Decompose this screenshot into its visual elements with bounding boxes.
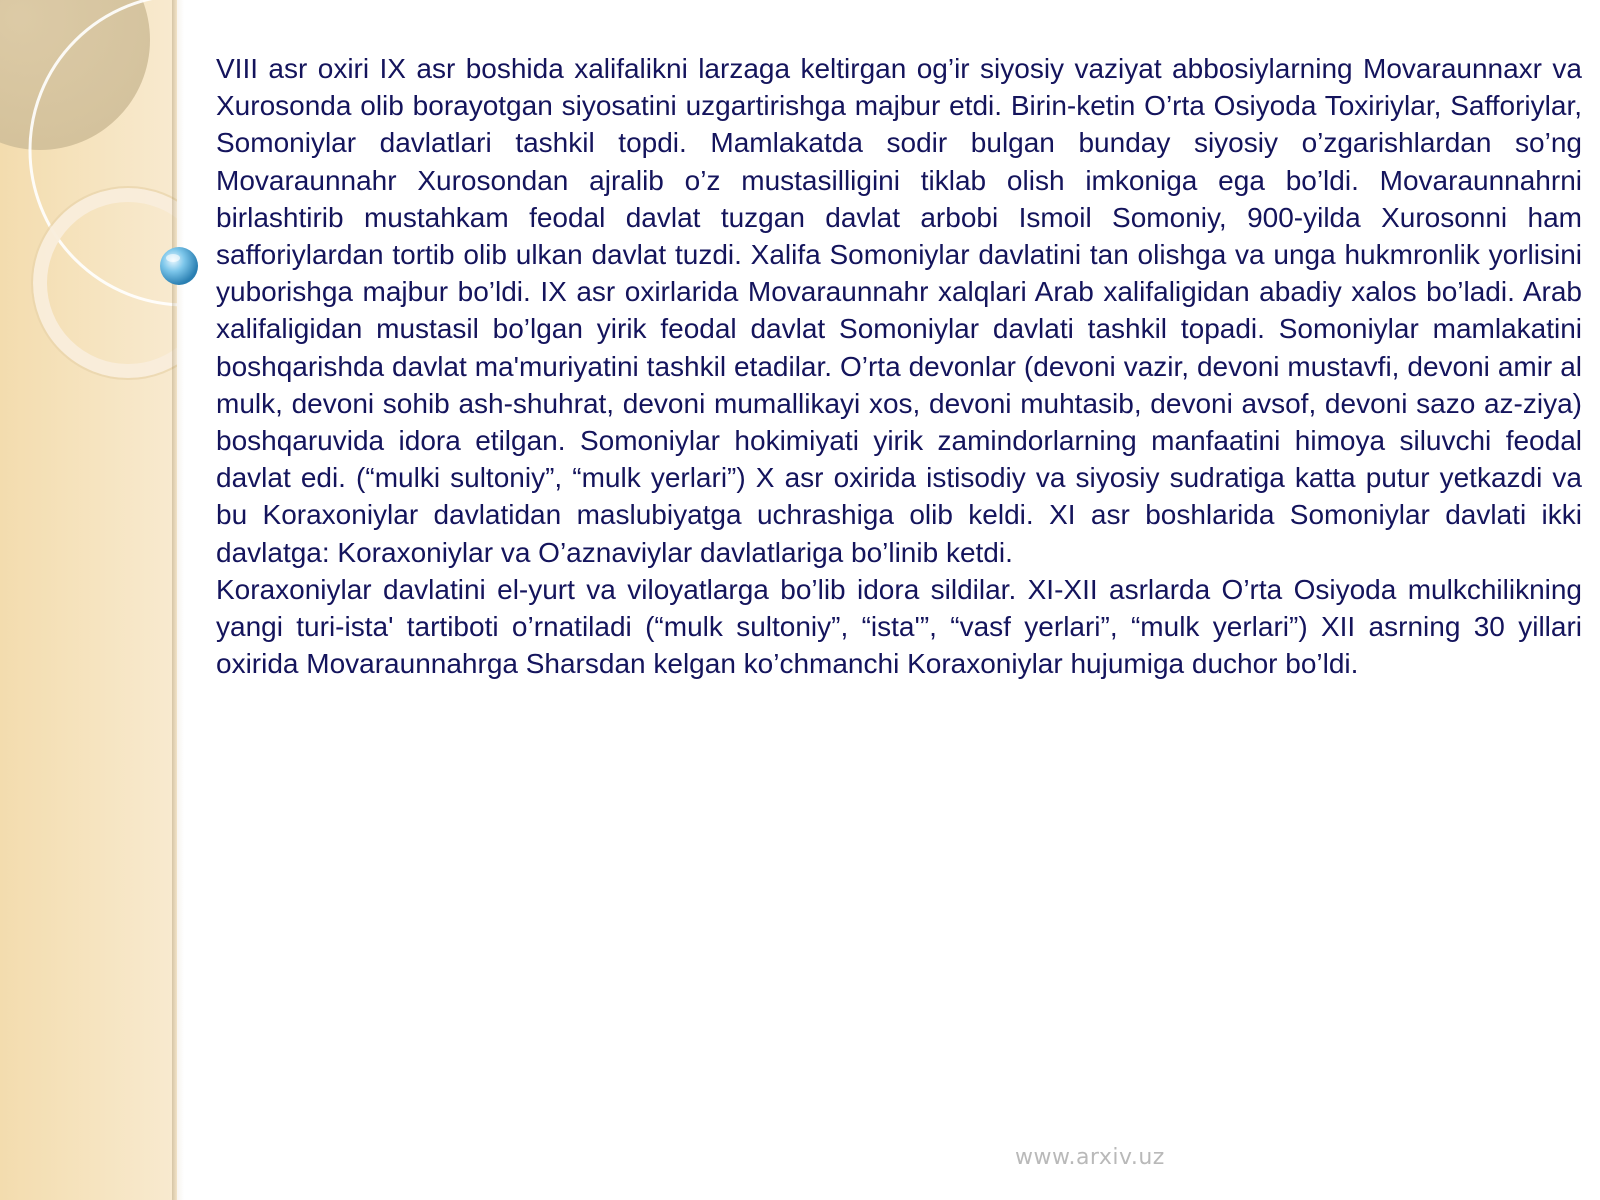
slide-body-text — [216, 50, 1582, 682]
blue-bullet-icon — [155, 242, 203, 290]
watermark: www.arxiv.uz — [1015, 1145, 1165, 1170]
paragraph: VIII asr oxiri IX asr boshida xalifalikni larzaga keltirgan og’ir siyosiy vaziyat abbosiylarning Movaraunnaxr va Xurosonda olib borayotgan siyosatini uzgartirishga majbur etdi. Birin-ketin O’rta Osiyoda Toxiriylar, Safforiylar, Somoniylar davlatlari tashkil topdi. Mamlakatda sodir bulgan bunday siyosiy o’zgarishlardan so’ng Movaraunnahr Xurosondan ajralib o’z mustasilligini tiklab olish imkoniga ega bo’ldi. Movaraunnahrni birlashtirib mustahkam feodal davlat tuzgan davlat arbobi Ismoil Somoniy, 900-yilda Xurosonni ham safforiylardan tortib olib ulkan davlat tuzdi. Xalifa Somoniylar davlatini tan olishga va unga hukmronlik yorlisini yuborishga majbur bo’ldi. IX asr oxirlarida Movaraunnahr xalqlari Arab xalifaligidan abadiy xalos bo’ladi. Arab xalifaligidan mustasil bo’lgan yirik feodal davlat Somoniylar davlati tashkil topadi. Somoniylar mamlakatini boshqarishda davlat ma'muriyatini tashkil etadilar. O’rta devonlar (devoni vazir, devoni mustavfi, devoni amir al mulk, devoni sohib ash-shuhrat, devoni mumallikayi xos, devoni muhtasib, devoni avsof, devoni sazo az-ziya) boshqaruvida idora etilgan. Somoniylar hokimiyati yirik zamindorlarning manfaatini himoya siluvchi feodal davlat edi. (“mulki sultoniy”, “mulk yerlari”) X asr oxirida istisodiy va siyosiy sudratiga katta putur yetkazdi va bu Koraxoniylar davlatidan maslubiyatga uchrashiga olib keldi. XI asr boshlarida Somoniylar davlati ikki davlatga: Koraxoniylar va O’aznaviylar davlatlariga bo’linib ketdi. — [216, 53, 1582, 568]
decorative-sidebar — [0, 0, 177, 1200]
decorative-circles — [0, 0, 177, 420]
sidebar-shadow — [172, 0, 184, 1200]
paragraph: Koraxoniylar davlatini el-yurt va viloyatlarga bo’lib idora sildilar. XI-XII asrlarda O’rta Osiyoda mulkchilikning yangi turi-ista' tartiboti o’rnatiladi (“mulk sultoniy”, “ista'”, “vasf yerlari”, “mulk yerlari”) XII asrning 30 yillari oxirida Movaraunnahrga Sharsdan kelgan ko’chmanchi Koraxoniylar hujumiga duchor bo’ldi. — [216, 573, 1582, 680]
shaded-disc — [0, 0, 150, 150]
